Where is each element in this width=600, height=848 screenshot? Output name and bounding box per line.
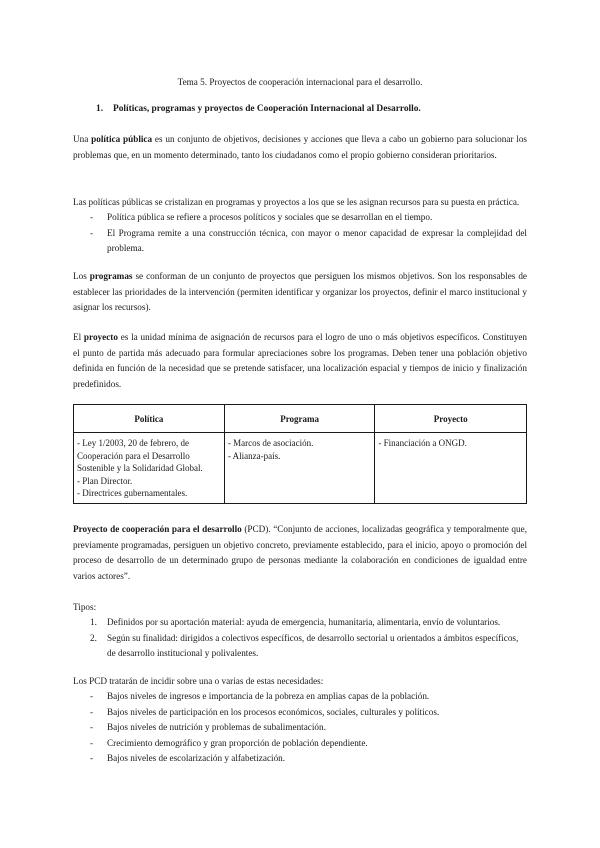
list-item-text: Bajos niveles de ingresos e importancia de la pobreza en amplias capas de la población.	[107, 691, 430, 701]
p1-post: es un conjunto de objetivos, decisiones y acciones que lleva a cabo un gobierno para solucionar los problemas que, en un momento determinado, tanto los ciudadanos como el propio gobierno consideran prioritarios.	[73, 134, 527, 160]
table-row	[74, 433, 527, 504]
cell-line: - Ley 1/2003, 20 de febrero, de	[77, 438, 189, 448]
dash-marker: -	[90, 737, 94, 748]
p4-post: es la unidad mínima de asignación de recursos para el logro de uno o más objetivos específicos. Constituyen el punto de partida más adecuado para formular apreciaciones sobre los programas. Deben tener una población objetivo definida en función de la necesidad que se pretende satisfacer, una localización espacial y tiempos de inicio y finalización predefinidos.	[73, 332, 527, 389]
header-programa: Programa	[224, 405, 375, 433]
list-number: 2.	[90, 632, 97, 643]
list-item-text: Bajos niveles de participación en los procesos económicos, sociales, culturales y políticos.	[107, 706, 440, 717]
p3-pre: Los	[73, 271, 90, 281]
dash-marker: -	[90, 722, 94, 733]
p1-bold-term: política pública	[91, 134, 153, 144]
topic-title: Tema 5. Proyectos de cooperación internacional para el desarrollo.	[177, 77, 423, 87]
dash-marker: -	[90, 753, 94, 764]
cell-programa	[224, 433, 375, 504]
list-item-text: Política pública se refiere a procesos políticos y sociales que se desarrollan en el tiempo.	[107, 212, 433, 222]
p3-bold-term: programas	[89, 271, 133, 281]
p1-pre: Una	[73, 134, 92, 144]
cell-line: Sostenible y la Solidaridad Global.	[77, 463, 203, 474]
needs-list	[90, 689, 527, 767]
header-politica: Política	[74, 405, 225, 433]
tipos-list	[90, 615, 527, 662]
list-item-text: Definidos por su aportación material: ayuda de emergencia, humanitaria, alimentaria, envío de voluntarios.	[107, 617, 501, 627]
p4-bold-term: proyecto	[83, 332, 118, 342]
cell-line: - Plan Director.	[77, 475, 133, 486]
table-header-row	[74, 405, 527, 433]
list-item	[90, 751, 527, 767]
list-item	[90, 736, 527, 752]
cell-line: - Financiación a ONGD.	[378, 438, 467, 448]
p4-pre: El	[73, 332, 84, 342]
p2-bullet-list	[90, 210, 527, 257]
header-proyecto: Proyecto	[375, 405, 527, 433]
list-item-text: El Programa remite a una construcción técnica, con mayor o menor capacidad de expresar la complejidad del problema.	[107, 227, 527, 254]
list-item-text: Crecimiento demográfico y gran proporción de población dependiente.	[107, 737, 368, 748]
cell-line: - Alianza-país.	[227, 450, 281, 461]
policy-program-project-table	[73, 404, 527, 504]
p3-post: se conforman de un conjunto de proyectos que persiguen los mismos objetivos. Son los responsables de establecer las prioridades de la intervención (permiten identificar y organizar los proyectos, definir el marco institucional y asignar los recursos).	[73, 271, 528, 313]
list-item	[90, 631, 527, 662]
list-item	[90, 226, 527, 257]
cell-politica	[74, 433, 225, 504]
list-item	[90, 210, 527, 226]
dash-marker: -	[90, 227, 94, 238]
needs-intro: Los PCD tratarán de incidir sobre una o varias de estas necesidades:	[73, 676, 324, 686]
paragraph-pcd-definition	[73, 522, 527, 584]
cell-line: Cooperación para el Desarrollo	[77, 450, 190, 461]
list-number: 1.	[90, 617, 97, 627]
list-item	[90, 720, 527, 736]
p5-post: (PCD). “Conjunto de acciones, localizadas geográfica y temporalmente que, previamente programadas, persiguen un objetivo concreto, previamente establecido, para el inicio, apoyo o promoción del proceso de desarrollo de un determinado grupo de personas mediante la colaboración en condiciones de igualdad entre varios actores”.	[73, 524, 527, 581]
dash-marker: -	[90, 212, 94, 222]
dash-marker: -	[90, 706, 94, 717]
list-item	[90, 689, 527, 705]
paragraph-cristalizan: Las políticas públicas se cristalizan en programas y proyectos a los que se les asignan recursos para su puesta en práctica.	[73, 197, 520, 207]
cell-proyecto	[375, 433, 527, 504]
paragraph-proyecto	[73, 330, 527, 392]
tipos-label: Tipos:	[73, 602, 97, 612]
cell-line: - Directrices gubernamentales.	[77, 488, 188, 499]
list-item-text: Bajos niveles de escolarización y alfabetización.	[107, 753, 286, 764]
section-title: Políticas, programas y proyectos de Cooperación Internacional al Desarrollo.	[113, 104, 421, 114]
cell-line: - Marcos de asociación.	[227, 438, 314, 448]
p5-bold-term: Proyecto de cooperación para el desarrollo	[73, 524, 242, 534]
paragraph-programas	[73, 269, 527, 316]
list-item-text: Bajos niveles de nutrición y problemas de subalimentación.	[107, 722, 326, 733]
dash-marker: -	[90, 691, 94, 701]
list-item	[90, 705, 527, 721]
list-item-text: Según su finalidad: dirigidos a colectivos específicos, de desarrollo sectorial u orientados a ámbitos específicos, de desarrollo institucional y polivalentes.	[107, 632, 519, 659]
list-item	[90, 615, 527, 631]
section-heading	[96, 104, 421, 114]
section-number: 1.	[96, 104, 104, 114]
paragraph-politica-publica	[73, 132, 527, 163]
